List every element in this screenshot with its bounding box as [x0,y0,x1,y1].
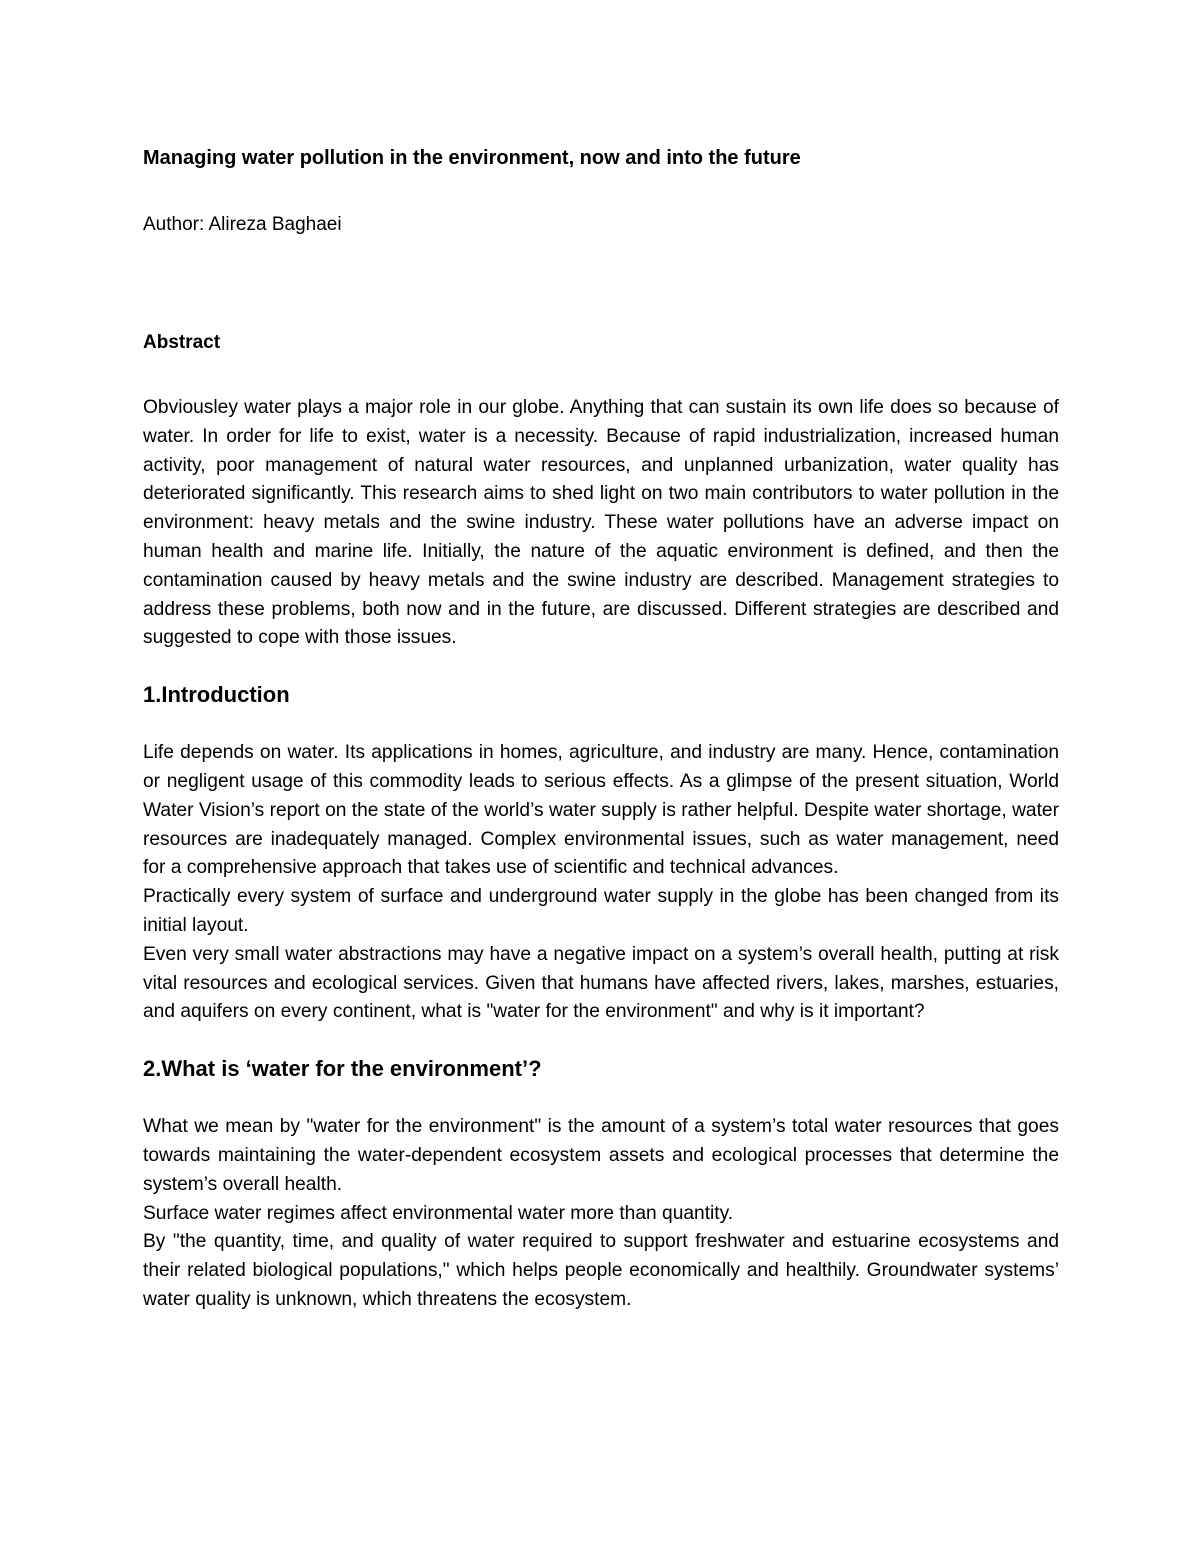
introduction-paragraph-1: Life depends on water. Its applications in homes, agriculture, and industry are many. Hence, contamination or negligent usage of this commodity leads to serious effects. As a glimpse of the present situation, World Water Vision’s report on the state of the world’s water supply is rather helpful. Despite water shortage, water resources are inadequately managed. Complex environmental issues, such as water management, need for a comprehensive approach that takes use of scientific and technical advances. [143,742,1059,879]
water-for-environment-paragraph-2: Surface water regimes affect environmental water more than quantity. [143,1202,734,1224]
document-page [143,140,1059,1315]
water-for-environment-paragraph-3: By "the quantity, time, and quality of water required to support freshwater and estuarine ecosystems and their related biological populations," which helps people economically and healthily. Groundwater systems’ water quality is unknown, which threatens the ecosystem. [143,1231,1059,1310]
water-for-environment-heading: 2.What is ‘water for the environment’? [143,1056,542,1082]
introduction-paragraph-2: Practically every system of surface and underground water supply in the globe has been changed from its initial layout. [143,886,1059,936]
water-for-environment-paragraph-1: What we mean by "water for the environment" is the amount of a system’s total water resources that goes towards maintaining the water-dependent ecosystem assets and ecological processes that determine the system’s overall health. [143,1116,1059,1195]
introduction-paragraph-3: Even very small water abstractions may have a negative impact on a system’s overall health, putting at risk vital resources and ecological services. Given that humans have affected rivers, lakes, marshes, estuaries, and aquifers on every continent, what is "water for the environment" and why is it important? [143,943,1059,1023]
introduction-heading: 1.Introduction [143,682,290,708]
document-title: Managing water pollution in the environment, now and into the future [143,147,801,169]
abstract-heading: Abstract [143,332,221,353]
author-line: Author: Alireza Baghaei [143,214,342,235]
abstract-paragraph: Obviousley water plays a major role in our globe. Anything that can sustain its own life does so because of water. In order for life to exist, water is a necessity. Because of rapid industrialization, increased human activity, poor management of natural water resources, and unplanned urbanization, water quality has deteriorated significantly. This research aims to shed light on two main contributors to water pollution in the environment: heavy metals and the swine industry. These water pollutions have an adverse impact on human health and marine life. Initially, the nature of the aquatic environment is defined, and then the contamination caused by heavy metals and the swine industry are described. Management strategies to address these problems, both now and in the future, are discussed. Different strategies are described and suggested to cope with those issues. [143,397,1059,649]
